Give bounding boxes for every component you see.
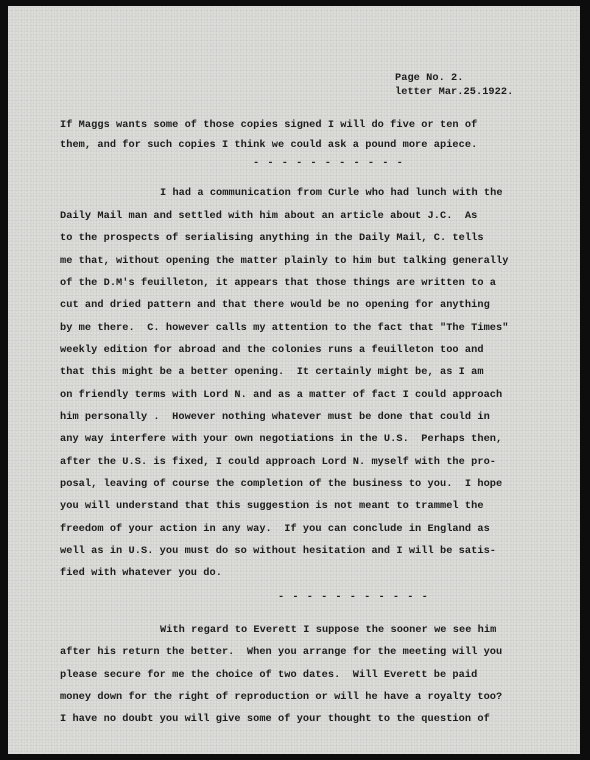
text-line: after the U.S. is fixed, I could approach Lord N. myself with the pro- (60, 456, 497, 468)
text-line: money down for the right of reproduction or will he have a royalty too? (60, 691, 503, 703)
text-line: freedom of your action in any way. If you can conclude in England as (60, 523, 490, 535)
text-line: please secure for me the choice of two dates. Will Everett be paid (60, 669, 478, 681)
text-line: me that, without opening the matter plainly to him but talking generally (60, 255, 509, 267)
page-number: Page No. 2. (395, 72, 464, 84)
text-line: With regard to Everett I suppose the sooner we see him (160, 624, 497, 636)
text-line: on friendly terms with Lord N. and as a matter of fact I could approach (60, 389, 503, 401)
separator-dashes: - - - - - - - - - - - (278, 591, 429, 603)
text-line: weekly edition for abroad and the colonies runs a feuilleton too and (60, 344, 484, 356)
text-line: fied with whatever you do. (60, 567, 222, 579)
separator-dashes: - - - - - - - - - - - (253, 157, 404, 169)
text-line: to the prospects of serialising anything in the Daily Mail, C. tells (60, 232, 484, 244)
text-line: that this might be a better opening. It certainly might be, as I am (60, 366, 484, 378)
text-line: well as in U.S. you must do so without hesitation and I will be satis- (60, 545, 497, 557)
text-line: cut and dried pattern and that there would be no opening for anything (60, 299, 490, 311)
text-line: of the D.M's feuilleton, it appears that those things are written to a (60, 277, 497, 289)
text-line: any way interfere with your own negotiations in the U.S. Perhaps then, (60, 433, 503, 445)
typewritten-letter-page (8, 6, 580, 754)
text-line: after his return the better. When you arrange for the meeting will you (60, 646, 503, 658)
text-line: them, and for such copies I think we could ask a pound more apiece. (60, 139, 478, 151)
text-line: I have no doubt you will give some of your thought to the question of (60, 713, 490, 725)
text-line: by me there. C. however calls my attention to the fact that "The Times" (60, 322, 509, 334)
text-line: you will understand that this suggestion is not meant to trammel the (60, 500, 484, 512)
letter-date: letter Mar.25.1922. (395, 86, 514, 98)
text-line: I had a communication from Curle who had lunch with the (160, 187, 503, 199)
text-line: him personally . However nothing whatever must be done that could in (60, 411, 490, 423)
text-line: If Maggs wants some of those copies signed I will do five or ten of (60, 119, 478, 131)
text-line: posal, leaving of course the completion of the business to you. I hope (60, 478, 503, 490)
text-line: Daily Mail man and settled with him about an article about J.C. As (60, 210, 478, 222)
